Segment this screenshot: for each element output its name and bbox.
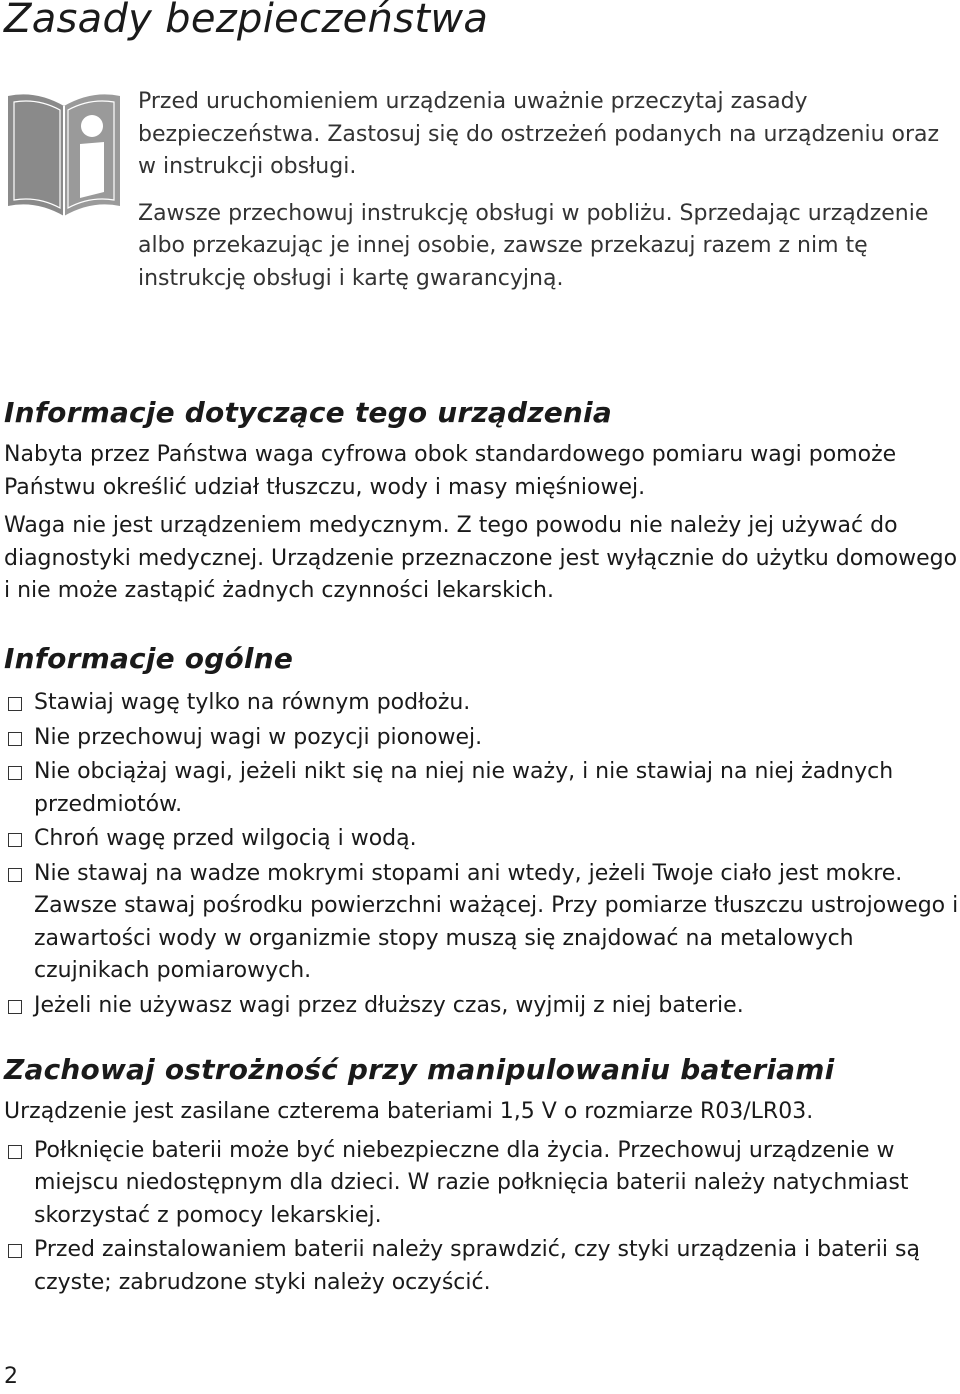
- list-item-text: Nie przechowuj wagi w pozycji pionowej.: [34, 724, 483, 750]
- checkbox-square-icon: [8, 1145, 22, 1159]
- list-item-text: Stawiaj wagę tylko na równym podłożu.: [34, 690, 471, 715]
- list-item: [4, 756, 960, 821]
- list-item: [4, 687, 960, 720]
- general-info-list: [4, 687, 960, 1022]
- device-info-section: [4, 396, 960, 614]
- list-item-text: Przed zainstalowaniem baterii należy sprawdzić, czy styki urządzenia i baterii są czyste; zabrudzone styki należy oczyścić.: [34, 1237, 920, 1295]
- list-item: [4, 1234, 960, 1299]
- section-paragraph: Waga nie jest urządzeniem medycznym. Z tego powodu nie należy jej używać do diagnostyki medycznej. Urządzenie przeznaczone jest wyłącznie do użytku domowego i nie może zastąpić żadnych czynności lekarskich.: [4, 513, 958, 603]
- batteries-section: [4, 1053, 960, 1301]
- section-heading: Informacje ogólne: [4, 642, 294, 675]
- list-item: [4, 858, 960, 988]
- section-heading: Informacje dotyczące tego urządzenia: [4, 396, 612, 429]
- list-item-text: Chroń wagę przed wilgocią i wodą.: [34, 826, 417, 851]
- list-item: [4, 990, 960, 1023]
- intro-paragraph: Zawsze przechowuj instrukcję obsługi w pobliżu. Sprzedając urządzenie albo przekazując je innej osobie, zawsze przekazuj razem z nim tę instrukcję obsługi i kartę gwarancyjną.: [138, 200, 929, 291]
- intro-text: [138, 86, 960, 309]
- checkbox-square-icon: [8, 697, 22, 711]
- checkbox-square-icon: [8, 1000, 22, 1014]
- list-item: [4, 1135, 960, 1233]
- checkbox-square-icon: [8, 766, 22, 780]
- info-manual-icon: [6, 88, 122, 218]
- checkbox-square-icon: [8, 833, 22, 847]
- checkbox-square-icon: [8, 732, 22, 746]
- page-title: Zasady bezpieczeństwa: [4, 0, 489, 42]
- page-number: 2: [4, 1364, 18, 1389]
- list-item-text: Nie stawaj na wadze mokrymi stopami ani wtedy, jeżeli Twoje ciało jest mokre. Zawsze stawaj pośrodku powierzchni ważącej. Przy pomiarze tłuszczu ustrojowego i zawartości wody w organizmie stopy muszą się znajdować na metalowych czujnikach pomiarowych.: [34, 860, 959, 983]
- section-paragraph: Nabyta przez Państwa waga cyfrowa obok standardowego pomiaru wagi pomoże Państwu określić udział tłuszczu, wody i masy mięśniowej.: [4, 442, 897, 500]
- list-item-text: Jeżeli nie używasz wagi przez dłuższy czas, wyjmij z niej baterie.: [34, 992, 744, 1018]
- intro-paragraph: Przed uruchomieniem urządzenia uważnie przeczytaj zasady bezpieczeństwa. Zastosuj się do ostrzeżeń podanych na urządzeniu oraz w instrukcji obsługi.: [138, 89, 940, 179]
- batteries-list: [4, 1135, 960, 1300]
- section-heading: Zachowaj ostrożność przy manipulowaniu bateriami: [4, 1053, 835, 1086]
- list-item-text: Nie obciążaj wagi, jeżeli nikt się na niej nie waży, i nie stawiaj na niej żadnych przedmiotów.: [34, 759, 894, 817]
- general-info-section: [4, 642, 960, 1024]
- list-item: [4, 823, 960, 856]
- list-item: [4, 722, 960, 755]
- checkbox-square-icon: [8, 1244, 22, 1258]
- section-paragraph: Urządzenie jest zasilane czterema bateriami 1,5 V o rozmiarze R03/LR03.: [4, 1099, 814, 1124]
- list-item-text: Połknięcie baterii może być niebezpieczne dla życia. Przechowuj urządzenie w miejscu niedostępnym dla dzieci. W razie połknięcia baterii należy natychmiast skorzystać z pomocy lekarskiej.: [34, 1137, 909, 1228]
- checkbox-square-icon: [8, 868, 22, 882]
